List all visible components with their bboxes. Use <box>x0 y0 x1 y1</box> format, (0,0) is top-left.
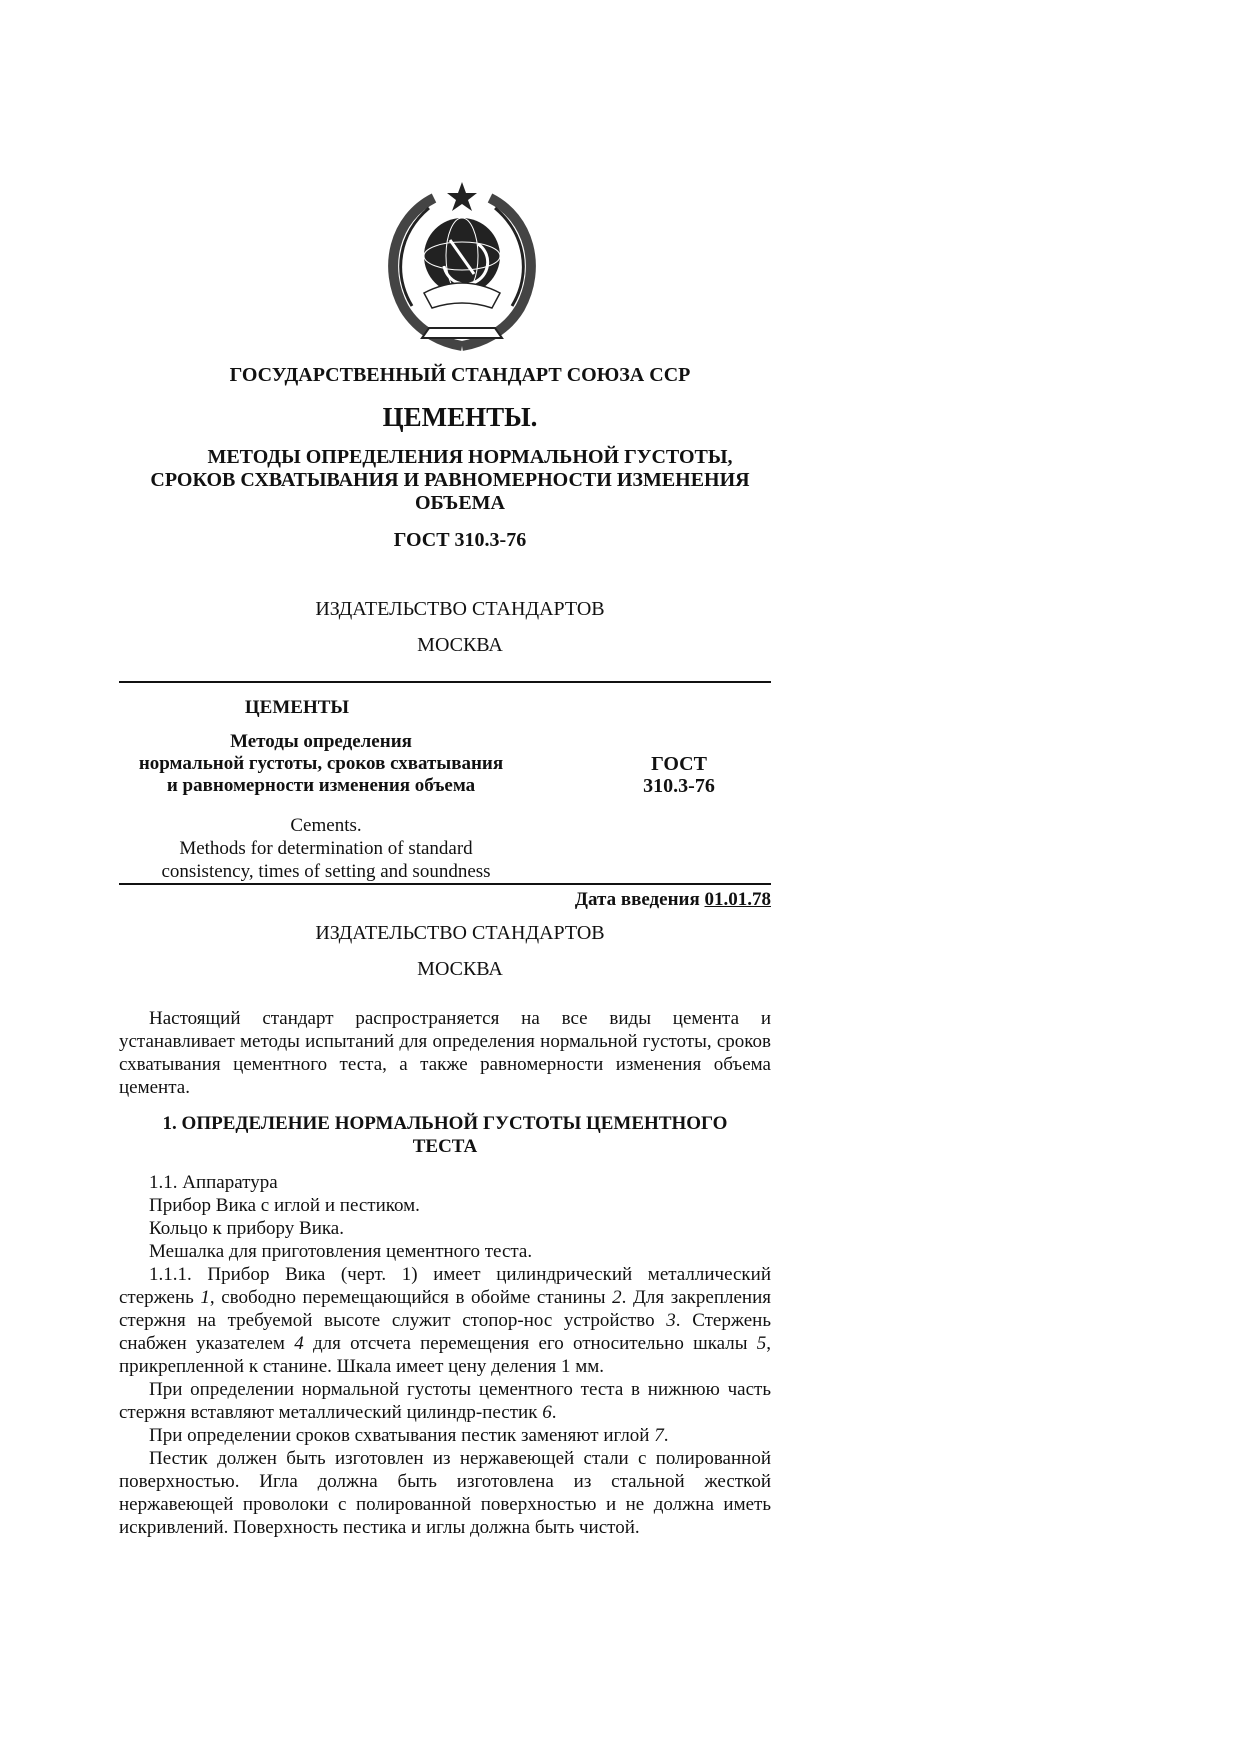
text-run: . Для закрепления стержня на требуемой высоте служит стопор-нос устройство <box>119 1287 771 1331</box>
header-english-line: Methods for determination of standard <box>179 838 473 859</box>
cover-subtitle <box>119 446 781 515</box>
text-run: . <box>663 1425 669 1446</box>
text-run: , свободно перемещающийся в обойме станины <box>209 1287 613 1308</box>
text-run: , прикрепленной к станине. Шкала имеет цену деления 1 мм. <box>119 1333 771 1377</box>
introduction-date <box>119 889 771 911</box>
intro-paragraph <box>119 1007 771 1099</box>
header-methods <box>119 731 523 797</box>
text-run: При определении сроков схватывания пестик заменяют иглой <box>149 1425 655 1446</box>
header-title: ЦЕМЕНТЫ <box>244 697 350 718</box>
section-1-heading <box>119 1112 771 1158</box>
ref-5: 5 <box>756 1333 767 1354</box>
header-methods-line: нормальной густоты, сроков схватывания <box>138 753 504 774</box>
header-gost-number: 310.3-76 <box>643 775 715 797</box>
cover-gost-number: ГОСТ 310.3-76 <box>393 529 527 551</box>
state-standard-heading: ГОСУДАРСТВЕННЫЙ СТАНДАРТ СОЮЗА ССР <box>229 364 691 386</box>
ref-4: 4 <box>294 1333 304 1354</box>
ref-7: 7 <box>654 1425 664 1446</box>
cover-subtitle-line: СРОКОВ СХВАТЫВАНИЯ И РАВНОМЕРНОСТИ ИЗМЕНЕНИЯ <box>150 469 750 491</box>
text-run: При определении нормальной густоты цементного теста в нижнюю часть стержня вставляют металлический цилиндр-пестик <box>119 1379 771 1423</box>
header-bottom-rule <box>119 883 771 885</box>
material-paragraph: Пестик должен быть изготовлен из нержавеющей стали с полированной поверхностью. Игла должна быть изготовлена из стальной жесткой нержавеющей проволоки с полированной поверхностью и не должна иметь искривлений. Поверхность пестика и иглы должна быть чистой. <box>119 1448 771 1538</box>
equipment-mixer: Мешалка для приготовления цементного теста. <box>149 1241 533 1262</box>
needle-paragraph <box>119 1424 771 1447</box>
text-run: для отсчета перемещения его относительно шкалы <box>303 1333 757 1354</box>
introduction-date-value: 01.01.78 <box>704 889 771 910</box>
ref-1: 1 <box>200 1287 210 1308</box>
header-publisher: ИЗДАТЕЛЬСТВО СТАНДАРТОВ <box>315 922 605 944</box>
introduction-date-label: Дата введения <box>574 889 700 910</box>
header-city: МОСКВА <box>417 958 503 980</box>
section-1-heading-line: 1. ОПРЕДЕЛЕНИЕ НОРМАЛЬНОЙ ГУСТОТЫ ЦЕМЕНТНОГО <box>162 1113 728 1134</box>
cover-city: МОСКВА <box>417 634 503 656</box>
section-1-body <box>119 1171 771 1539</box>
cover-title: ЦЕМЕНТЫ. <box>382 402 538 432</box>
header-english-title <box>119 814 533 883</box>
text-run: . Стержень снабжен указателем <box>119 1310 771 1354</box>
intro-text: Настоящий стандарт распространяется на все виды цемента и устанавливает методы испытаний для определения нормальной густоты, сроков схватывания цементного теста, а также равномерности изменения объема цемента. <box>119 1008 771 1098</box>
header-gost-label: ГОСТ <box>651 753 707 775</box>
equipment-vicat: Прибор Вика с иглой и пестиком. <box>149 1195 420 1216</box>
cover-subtitle-line: ОБЪЕМА <box>415 492 505 514</box>
ussr-coat-of-arms-emblem <box>374 178 550 356</box>
header-methods-line: и равномерности изменения объема <box>166 775 476 796</box>
header-top-rule <box>119 681 771 683</box>
text-run: 1.1.1. Прибор Вика (черт. 1) имеет цилиндрический металлический стержень <box>119 1264 771 1308</box>
clause-1-1-1 <box>119 1263 771 1378</box>
section-1-heading-line: ТЕСТА <box>412 1136 478 1157</box>
clause-1-1: 1.1. Аппаратура <box>149 1172 278 1193</box>
cover-subtitle-line: МЕТОДЫ ОПРЕДЕЛЕНИЯ НОРМАЛЬНОЙ ГУСТОТЫ, <box>207 446 733 468</box>
ref-3: 3 <box>666 1310 676 1331</box>
text-run: . <box>551 1402 557 1423</box>
header-methods-line: Методы определения <box>230 731 412 752</box>
pestle-paragraph <box>119 1378 771 1424</box>
equipment-ring: Кольцо к прибору Вика. <box>149 1218 344 1239</box>
header-english-line: Cements. <box>290 815 362 836</box>
header-english-line: consistency, times of setting and soundness <box>161 861 491 882</box>
ref-6: 6 <box>542 1402 552 1423</box>
ref-2: 2 <box>612 1287 622 1308</box>
cover-publisher: ИЗДАТЕЛЬСТВО СТАНДАРТОВ <box>315 598 605 620</box>
header-gost <box>619 753 739 797</box>
